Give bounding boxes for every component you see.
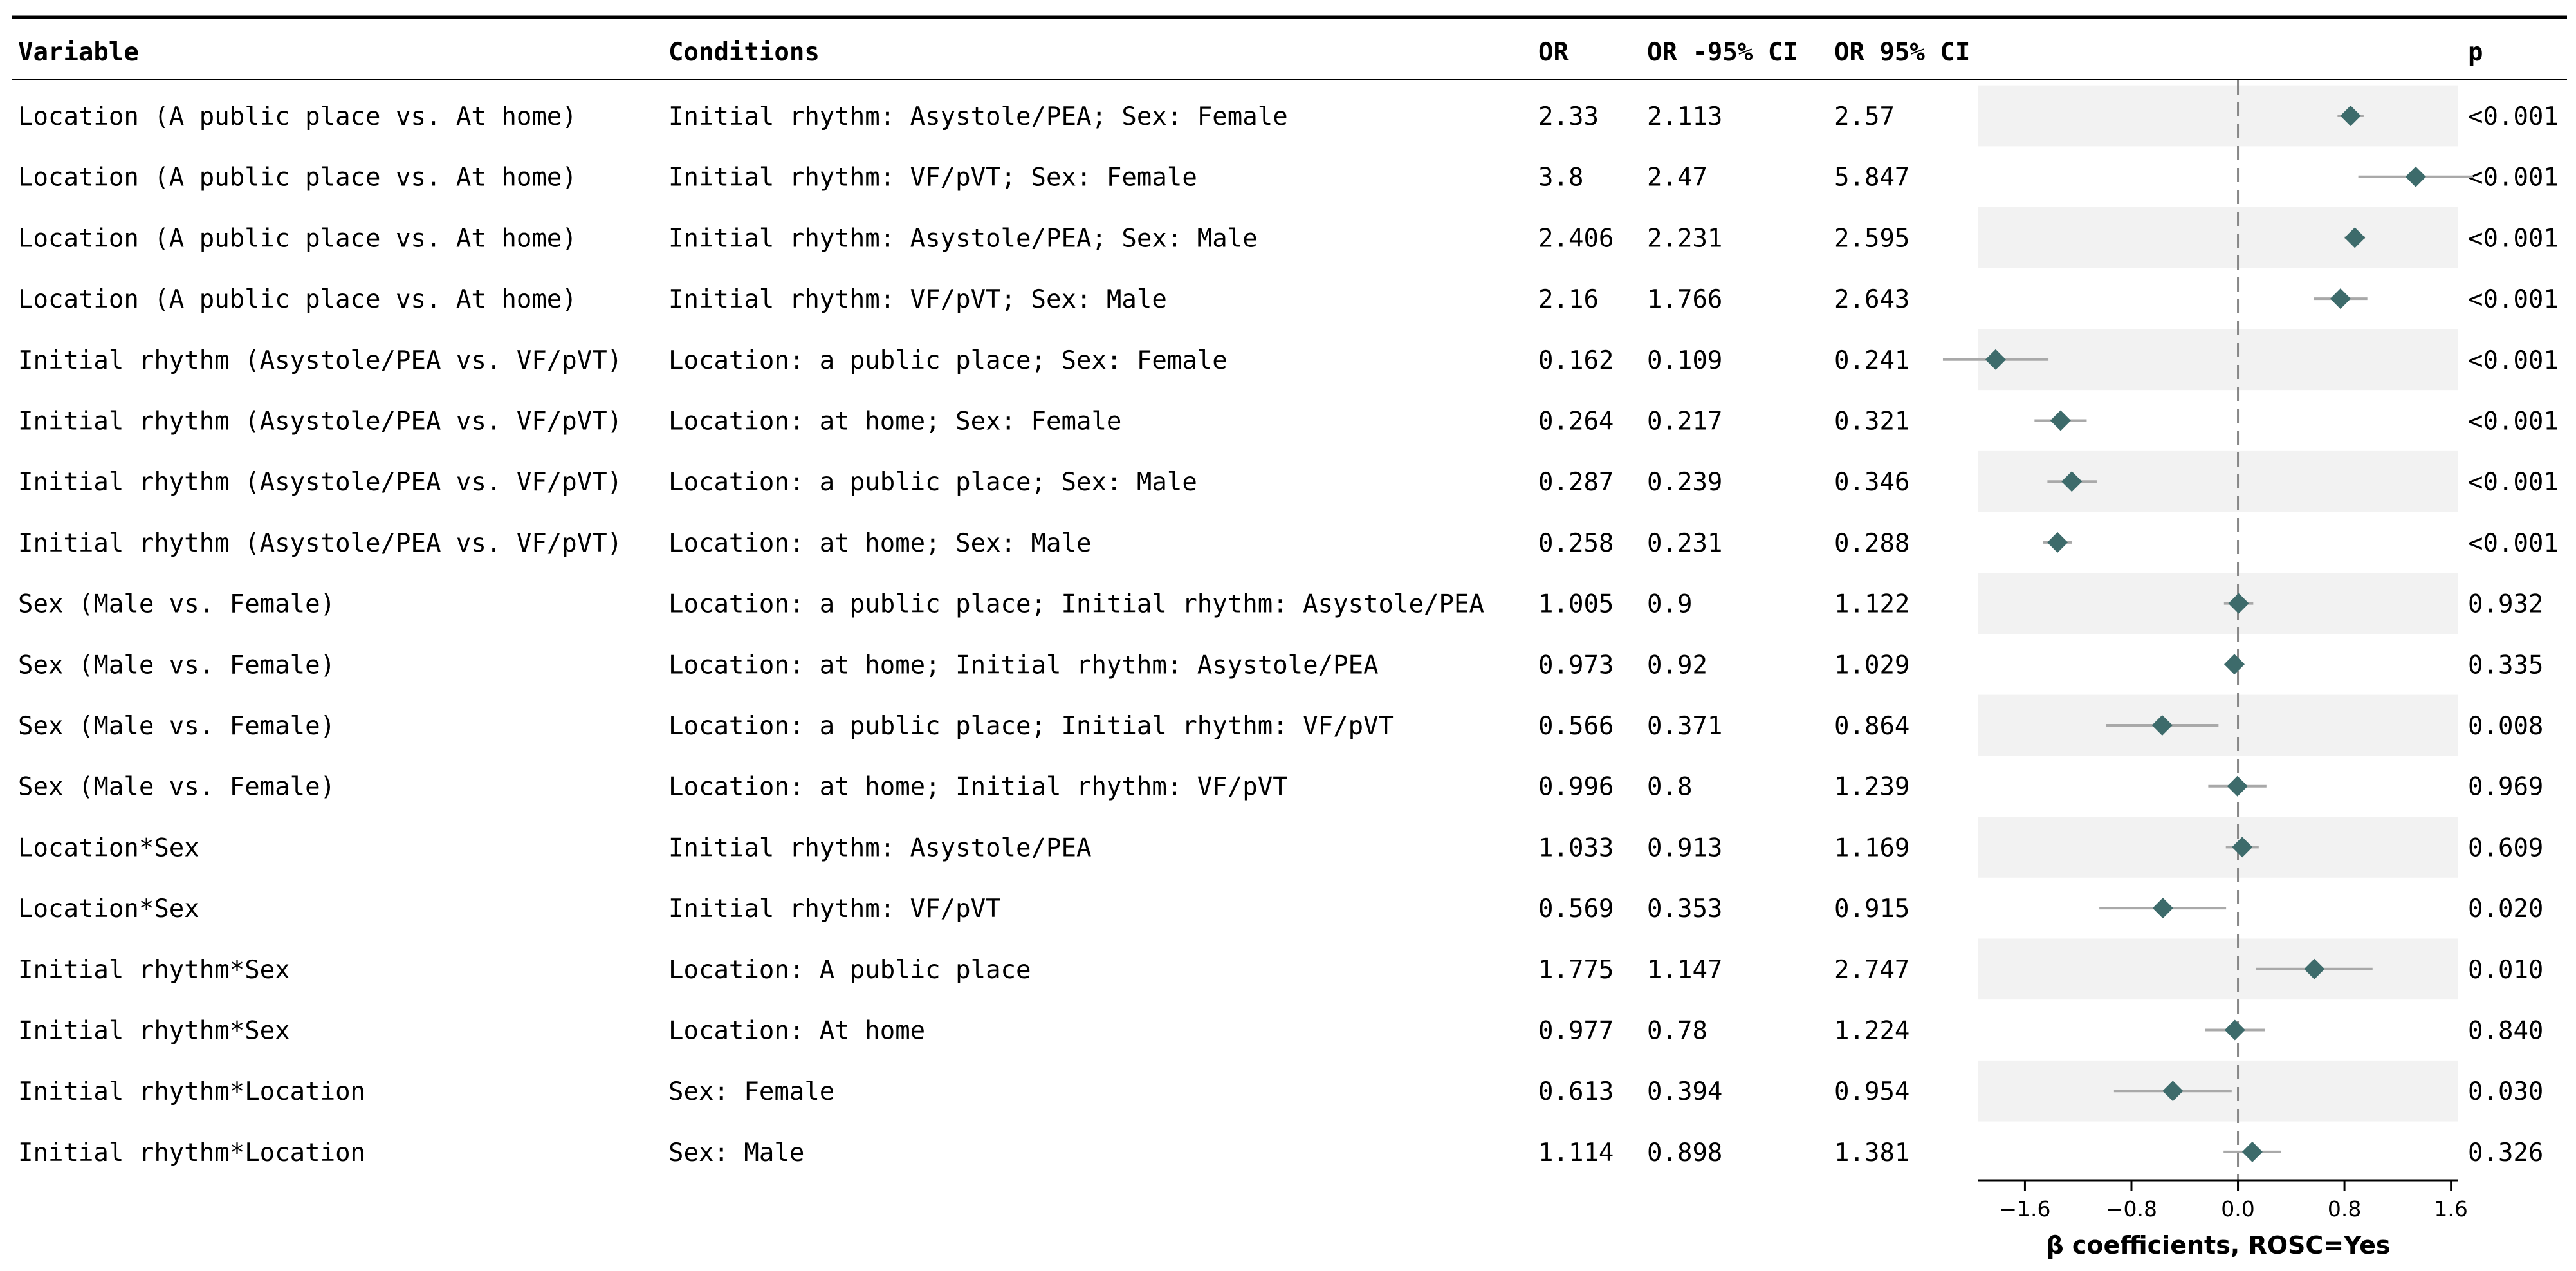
point-marker [2330,288,2351,309]
cell-p: 0.008 [2468,712,2544,741]
cell-p: 0.020 [2468,895,2544,924]
cell-or-hi: 1.239 [1834,772,1910,802]
cell-conditions: Sex: Male [668,1138,805,1167]
cell-variable: Location (A public place vs. At home) [18,163,577,192]
row-shade [1978,329,2458,390]
cell-or: 1.114 [1538,1138,1614,1167]
cell-variable: Sex (Male vs. Female) [18,651,336,680]
x-tick-label: −1.6 [1999,1196,2051,1221]
cell-or: 2.33 [1538,102,1599,131]
col-header-variable: Variable [18,38,139,67]
cell-or-lo: 0.9 [1647,589,1693,619]
cell-or-lo: 0.109 [1647,346,1723,375]
cell-p: <0.001 [2468,224,2559,254]
cell-variable: Initial rhythm (Asystole/PEA vs. VF/pVT) [18,346,623,375]
cell-or: 1.033 [1538,833,1614,863]
cell-conditions: Location: a public place; Sex: Male [668,468,1197,497]
cell-conditions: Location: a public place; Initial rhythm: Asystole/PEA [668,589,1484,619]
row-shade [1978,86,2458,147]
cell-conditions: Location: at home; Sex: Male [668,528,1092,558]
cell-conditions: Location: at home; Initial rhythm: Asystole/PEA [668,651,1379,680]
cell-p: <0.001 [2468,468,2559,497]
cell-conditions: Initial rhythm: Asystole/PEA; Sex: Female [668,102,1288,131]
cell-conditions: Initial rhythm: VF/pVT; Sex: Female [668,163,1197,192]
cell-or-hi: 2.643 [1834,285,1910,315]
cell-p: <0.001 [2468,102,2559,131]
cell-or-hi: 1.122 [1834,589,1910,619]
col-header-or-hi: OR 95% CI [1834,38,1971,67]
cell-variable: Sex (Male vs. Female) [18,589,336,619]
cell-p: 0.010 [2468,955,2544,985]
cell-or-hi: 0.241 [1834,346,1910,375]
x-tick-label: 0.0 [2221,1196,2255,1221]
cell-or: 1.775 [1538,955,1614,985]
point-marker [2047,532,2068,553]
cell-or: 0.569 [1538,895,1614,924]
cell-variable: Sex (Male vs. Female) [18,772,336,802]
cell-variable: Location (A public place vs. At home) [18,224,577,254]
cell-variable: Initial rhythm*Sex [18,955,290,985]
cell-p: <0.001 [2468,285,2559,315]
cell-or-lo: 0.353 [1647,895,1723,924]
cell-or: 0.566 [1538,712,1614,741]
cell-or-lo: 0.371 [1647,712,1723,741]
col-header-p: p [2468,38,2483,67]
cell-variable: Initial rhythm*Location [18,1138,366,1167]
cell-or-lo: 0.913 [1647,833,1723,863]
cell-or: 0.613 [1538,1077,1614,1107]
cell-or: 0.977 [1538,1016,1614,1046]
cell-or: 3.8 [1538,163,1584,192]
cell-or-lo: 1.147 [1647,955,1723,985]
cell-conditions: Location: a public place; Initial rhythm: VF/pVT [668,712,1394,741]
cell-conditions: Initial rhythm: Asystole/PEA [668,833,1092,863]
cell-or-lo: 0.898 [1647,1138,1723,1167]
cell-variable: Location*Sex [18,895,199,924]
cell-or-hi: 0.288 [1834,528,1910,558]
cell-or-hi: 1.169 [1834,833,1910,863]
cell-variable: Location (A public place vs. At home) [18,285,577,315]
cell-or-lo: 0.78 [1647,1016,1707,1046]
cell-p: <0.001 [2468,346,2559,375]
cell-variable: Initial rhythm (Asystole/PEA vs. VF/pVT) [18,407,623,436]
cell-conditions: Location: at home; Initial rhythm: VF/pVT [668,772,1288,802]
point-marker [2227,776,2248,797]
point-marker [2153,898,2173,918]
x-axis-label: β coefficients, ROSC=Yes [2046,1231,2391,1259]
x-tick-label: 0.8 [2327,1196,2362,1221]
cell-or-hi: 2.595 [1834,224,1910,254]
cell-variable: Initial rhythm (Asystole/PEA vs. VF/pVT) [18,528,623,558]
cell-or-lo: 0.8 [1647,772,1693,802]
cell-p: 0.326 [2468,1138,2544,1167]
cell-or-hi: 1.224 [1834,1016,1910,1046]
cell-or-hi: 0.954 [1834,1077,1910,1107]
cell-or-hi: 2.57 [1834,102,1895,131]
cell-conditions: Sex: Female [668,1077,835,1107]
cell-or-hi: 0.864 [1834,712,1910,741]
col-header-conditions: Conditions [668,38,820,67]
point-marker [2242,1142,2263,1162]
cell-or-hi: 0.346 [1834,468,1910,497]
cell-or-lo: 0.92 [1647,651,1707,680]
cell-p: 0.335 [2468,651,2544,680]
cell-or: 0.996 [1538,772,1614,802]
cell-p: 0.932 [2468,589,2544,619]
x-axis [1978,1180,2468,1259]
table-header [18,38,2483,67]
cell-variable: Location (A public place vs. At home) [18,102,577,131]
col-header-or-lo: OR -95% CI [1647,38,1798,67]
cell-conditions: Initial rhythm: VF/pVT; Sex: Male [668,285,1167,315]
cell-p: 0.030 [2468,1077,2544,1107]
x-tick-label: −0.8 [2105,1196,2158,1221]
row-shading-layer [1978,86,2458,1122]
row-shade [1978,207,2458,268]
cell-conditions: Location: A public place [668,955,1031,985]
cell-p: <0.001 [2468,407,2559,436]
cell-or: 0.258 [1538,528,1614,558]
cell-p: 0.609 [2468,833,2544,863]
cell-or-hi: 0.915 [1834,895,1910,924]
cell-or-lo: 2.113 [1647,102,1723,131]
cell-conditions: Initial rhythm: Asystole/PEA; Sex: Male [668,224,1258,254]
cell-variable: Sex (Male vs. Female) [18,712,336,741]
cell-conditions: Initial rhythm: VF/pVT [668,895,1001,924]
row-shade [1978,817,2458,878]
point-marker [2224,654,2245,674]
cell-or: 0.264 [1538,407,1614,436]
cell-or: 0.287 [1538,468,1614,497]
point-marker [2406,167,2426,187]
cell-or-hi: 1.029 [1834,651,1910,680]
cell-p: <0.001 [2468,163,2559,192]
cell-or: 1.005 [1538,589,1614,619]
cell-or: 2.406 [1538,224,1614,254]
cell-variable: Initial rhythm*Location [18,1077,366,1107]
cell-or-lo: 0.239 [1647,468,1723,497]
point-marker [2050,411,2071,431]
cell-variable: Location*Sex [18,833,199,863]
cell-conditions: Location: at home; Sex: Female [668,407,1122,436]
row-shade [1978,573,2458,634]
cell-p: 0.840 [2468,1016,2544,1046]
col-header-or: OR [1538,38,1569,67]
cell-or-hi: 2.747 [1834,955,1910,985]
cell-or-hi: 0.321 [1834,407,1910,436]
cell-or-lo: 1.766 [1647,285,1723,315]
cell-variable: Initial rhythm*Sex [18,1016,290,1046]
cell-or: 0.973 [1538,651,1614,680]
cell-or-lo: 0.231 [1647,528,1723,558]
cell-p: 0.969 [2468,772,2544,802]
cell-or-lo: 0.217 [1647,407,1723,436]
row-shade [1978,938,2458,999]
cell-conditions: Location: a public place; Sex: Female [668,346,1228,375]
x-tick-label: 1.6 [2434,1196,2468,1221]
cell-p: <0.001 [2468,528,2559,558]
cell-or-lo: 2.231 [1647,224,1723,254]
cell-variable: Initial rhythm (Asystole/PEA vs. VF/pVT) [18,468,623,497]
cell-or: 2.16 [1538,285,1599,315]
cell-or-lo: 2.47 [1647,163,1707,192]
point-marker [2225,1020,2245,1041]
cell-or-hi: 5.847 [1834,163,1910,192]
cell-or-hi: 1.381 [1834,1138,1910,1167]
cell-or: 0.162 [1538,346,1614,375]
cell-or-lo: 0.394 [1647,1077,1723,1107]
cell-conditions: Location: At home [668,1016,926,1046]
